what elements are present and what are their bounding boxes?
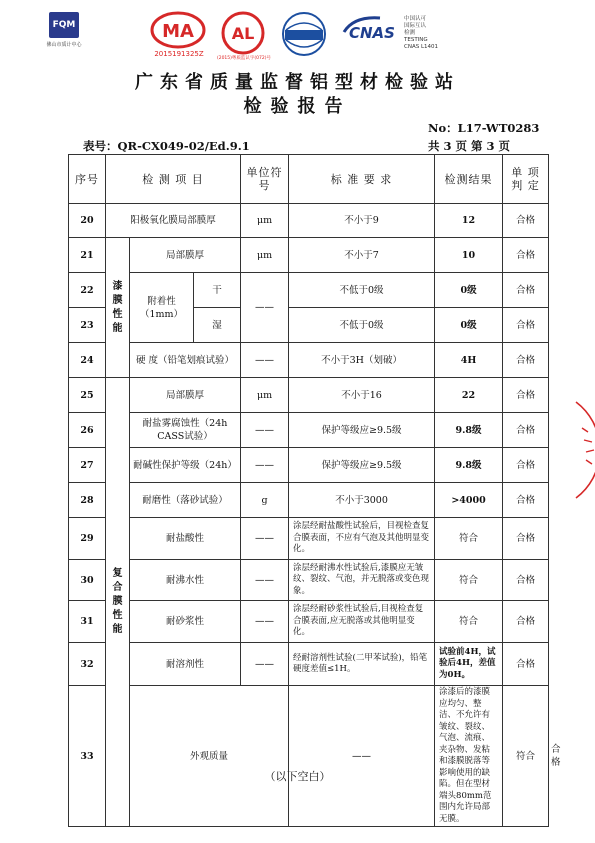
svg-text:CNAS: CNAS (349, 24, 395, 42)
col-header-result: 检测结果 (435, 155, 503, 204)
table-row: 33 外观质量 —— 涂漆后的漆膜应均匀、整洁、不允许有皱纹、裂纹、气泡、流痕、夹杂物、发粘和漆膜脱落等影响使用的缺陷。但在型材端头80mm范围内允许局部无膜。 符合 合格 (69, 686, 549, 827)
table-row: 29 耐盐酸性 —— 涂层经耐盐酸性试验后，目视检查复合膜表面，不应有气泡及其他明显变化。 符合 合格 (69, 518, 549, 560)
table-header-row (69, 155, 549, 204)
blank-below-note: （以下空白） (264, 770, 331, 783)
table-row: 27 耐碱性保护等级（24h） —— 保护等级应≥9.5级 9.8级 合格 (69, 448, 549, 483)
col-header-seq: 序号 (69, 155, 106, 204)
report-title: 广东省质量监督铝型材检验站 (135, 72, 460, 93)
cma-seal-icon (150, 10, 206, 50)
fqm-logo-mark: FQM (49, 12, 79, 38)
table-row: 25 复合膜性能 局部膜厚 μm 不小于16 22 合格 (69, 378, 549, 413)
table-row: 28 耐磨性（落砂试验） g 不小于3000 >4000 合格 (69, 483, 549, 518)
fqm-logo-subtitle: 佛山市质计中心 (46, 42, 82, 48)
cma-number: 2015191325Z (154, 50, 204, 58)
col-header-unit: 单位符号 (241, 155, 289, 204)
page-count: 共 3 页 第 3 页 (428, 139, 511, 153)
table-row: 21 漆膜性能 局部膜厚 μm 不小于7 10 合格 (69, 238, 549, 273)
report-number: No：L17-WT0283 (428, 121, 540, 135)
group-paint-film: 漆膜性能 (106, 238, 130, 378)
svg-text:MA: MA (162, 21, 194, 42)
report-subtitle: 检验报告 (243, 96, 352, 117)
table-row: 32 耐溶剂性 —— 经耐溶剂性试验(二甲苯试验)，铅笔硬度差值≤1H。 试验前4H，试验后4H，差值为0H。 合格 (69, 643, 549, 686)
table-row: 20 阳极氧化膜局部膜厚 μm 不小于9 12 合格 (69, 204, 549, 238)
table-row: 26 耐盐雾腐蚀性（24h CASS试验） —— 保护等级应≥9.5级 9.8级 合格 (69, 413, 549, 448)
ilac-mra-icon (280, 10, 328, 58)
cnas-logo-icon (340, 14, 404, 50)
table-row: 24 硬 度（铅笔划痕试验） —— 不小于3H（划破） 4H 合格 (69, 343, 549, 378)
cnas-text: 中国认可 国际互认 检测 TESTING CNAS L1401 (404, 16, 439, 50)
cal-subtitle: (2015)粤质监认字(072)号 (216, 56, 272, 61)
col-header-standard: 标 准 要 求 (289, 155, 435, 204)
table-row: 23 湿 不低于0级 0级 合格 (69, 308, 549, 343)
table-row: 31 耐砂浆性 —— 涂层经耐砂浆性试验后,目视检查复合膜表面,应无脱落或其他明显变化。 符合 合格 (69, 601, 549, 643)
col-header-item: 检 测 项 目 (106, 155, 241, 204)
red-seal-stamp-icon (556, 400, 595, 500)
results-table (68, 154, 561, 827)
svg-text:AL: AL (231, 24, 255, 43)
group-composite-film: 复合膜性能 (106, 378, 130, 827)
table-row: 22 附着性（1mm） 干 —— 不低于0级 0级 合格 (69, 273, 549, 308)
fqm-logo (36, 12, 92, 48)
logo-row (0, 8, 595, 62)
form-number: 表号：QR-CX049-02/Ed.9.1 (83, 139, 250, 153)
col-header-verdict: 单 项 判 定 (503, 155, 549, 204)
table-row: 30 耐沸水性 —— 涂层经耐沸水性试验后,漆膜应无皱纹、裂纹、气泡，并无脱落或变色现象。 符合 合格 (69, 560, 549, 601)
cal-seal-icon (220, 10, 266, 56)
